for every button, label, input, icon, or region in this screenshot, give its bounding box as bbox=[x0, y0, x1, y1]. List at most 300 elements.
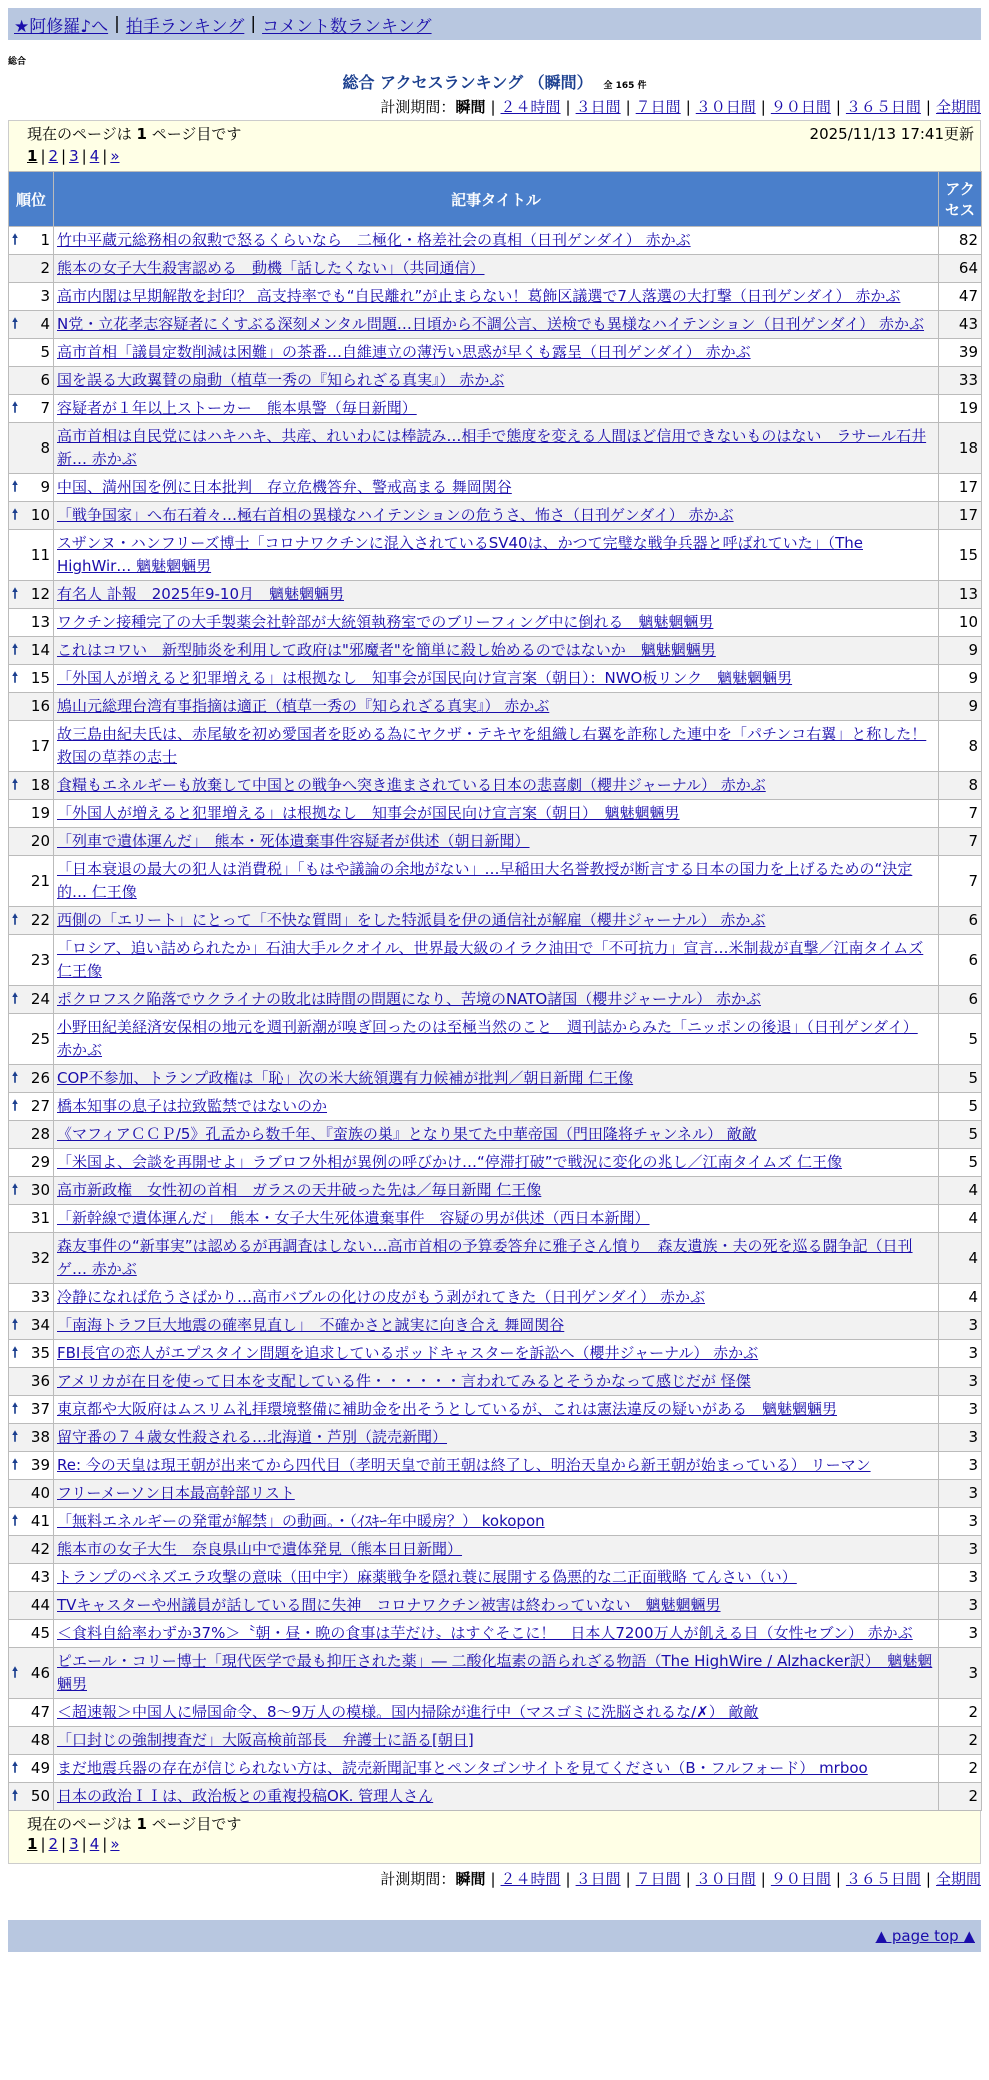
period-selector-bottom bbox=[0, 1868, 981, 1890]
rank-number: 24 bbox=[30, 990, 50, 1008]
title-cell bbox=[54, 1424, 939, 1452]
rank-number: 10 bbox=[30, 506, 50, 524]
article-link[interactable]: 「列車で遺体運んだ」 熊本・死体遺棄事件容疑者が供述（朝日新聞） bbox=[57, 832, 530, 850]
access-count: 3 bbox=[939, 1424, 982, 1452]
rank-number: 23 bbox=[30, 950, 50, 969]
table-header-row bbox=[9, 172, 982, 227]
rank-cell bbox=[9, 693, 54, 721]
article-link[interactable]: 熊本の女子大生殺害認める 動機「話したくない」（共同通信） bbox=[57, 259, 485, 277]
title-cell bbox=[54, 1233, 939, 1284]
rank-number: 49 bbox=[30, 1759, 50, 1777]
title-cell bbox=[54, 609, 939, 637]
title-cell bbox=[54, 1564, 939, 1592]
nav-separator: | bbox=[114, 14, 120, 34]
link-ashura-home[interactable]: ★阿修羅♪へ bbox=[14, 16, 109, 37]
access-count: 7 bbox=[939, 828, 982, 856]
article-link[interactable]: 高市首相は自民党にはハキハキ、共産、れいわには棒読み…相手で態度を変える人間ほど信用できないものはない ラサール石井 新… 赤かぶ bbox=[57, 427, 927, 468]
article-link[interactable]: まだ地震兵器の存在が信じられない方は、読売新聞記事とペンタゴンサイトを見てください（B・フルフォード） mrboo bbox=[57, 1759, 868, 1777]
table-row bbox=[9, 772, 982, 800]
total-count: 全 165 件 bbox=[603, 81, 647, 91]
rank-cell bbox=[9, 423, 54, 474]
ranking-table-body bbox=[9, 227, 982, 1811]
nav-separator: | bbox=[250, 14, 257, 34]
title-cell bbox=[54, 311, 939, 339]
table-row bbox=[9, 227, 982, 255]
rank-number: 33 bbox=[30, 1288, 50, 1306]
table-row bbox=[9, 581, 982, 609]
rank-cell bbox=[9, 367, 54, 395]
period-separator: | bbox=[625, 98, 631, 116]
access-count: 13 bbox=[939, 581, 982, 609]
article-link[interactable]: ＜食料自給率わずか37%＞〝朝・昼・晩の食事は芋だけ〟はすぐそこに！ 日本人7200万人が飢える日（女性セブン） 赤かぶ bbox=[57, 1624, 913, 1642]
table-row bbox=[9, 1014, 982, 1065]
table-row bbox=[9, 423, 982, 474]
table-row bbox=[9, 1312, 982, 1340]
rank-number: 46 bbox=[30, 1663, 50, 1682]
rank-cell bbox=[9, 474, 54, 502]
title-cell bbox=[54, 283, 939, 311]
rank-cell bbox=[9, 1536, 54, 1564]
table-row bbox=[9, 1508, 982, 1536]
page-info-top bbox=[8, 120, 981, 171]
page-current: 1 bbox=[27, 1835, 38, 1853]
rank-number: 7 bbox=[40, 399, 50, 417]
page-link-4[interactable]: 4 bbox=[89, 147, 100, 165]
article-link[interactable]: 小野田紀美経済安保相の地元を週刊新潮が嗅ぎ回ったのは至極当然のこと 週刊誌からみた「ニッポンの後退」（日刊ゲンダイ） 赤かぶ bbox=[57, 1018, 918, 1059]
rank-cell bbox=[9, 1093, 54, 1121]
article-link[interactable]: フリーメーソン日本最高幹部リスト bbox=[57, 1484, 295, 1502]
up-arrow-icon: 🠕 bbox=[12, 991, 19, 1007]
rank-number: 12 bbox=[30, 585, 50, 603]
table-row bbox=[9, 1699, 982, 1727]
title-cell bbox=[54, 1065, 939, 1093]
col-header-title: 記事タイトル bbox=[54, 172, 939, 227]
col-header-rank: 順位 bbox=[9, 172, 54, 227]
article-link[interactable]: COP不参加、トランプ政権は「恥」次の米大統領選有力候補が批判／朝日新聞 仁王像 bbox=[57, 1069, 634, 1087]
title-cell bbox=[54, 1592, 939, 1620]
rank-cell bbox=[9, 311, 54, 339]
rank-cell bbox=[9, 1452, 54, 1480]
period-option-1[interactable]: ３日間 bbox=[575, 98, 621, 116]
rank-number: 13 bbox=[30, 613, 50, 631]
title-cell bbox=[54, 907, 939, 935]
table-row bbox=[9, 1648, 982, 1699]
article-link[interactable]: ポクロフスク陥落でウクライナの敗北は時間の問題になり、苦境のNATO諸国（櫻井ジャーナル） 赤かぶ bbox=[57, 990, 761, 1008]
rank-number: 11 bbox=[30, 545, 50, 564]
access-count: 3 bbox=[939, 1536, 982, 1564]
table-row bbox=[9, 1480, 982, 1508]
table-row bbox=[9, 1452, 982, 1480]
rank-number: 34 bbox=[30, 1316, 50, 1334]
access-count: 6 bbox=[939, 935, 982, 986]
rank-cell bbox=[9, 1312, 54, 1340]
period-option-6[interactable]: 全期間 bbox=[935, 98, 981, 116]
title-cell bbox=[54, 339, 939, 367]
period-separator: | bbox=[565, 98, 571, 116]
title-cell bbox=[54, 935, 939, 986]
article-link[interactable]: 「外国人が増えると犯罪増える」は根拠なし 知事会が国民向け宣言案（朝日） 魑魅魍魎男 bbox=[57, 804, 680, 822]
period-separator: | bbox=[760, 1870, 766, 1888]
rank-cell bbox=[9, 721, 54, 772]
article-link[interactable]: 容疑者が１年以上ストーカー 熊本県警（毎日新聞） bbox=[57, 399, 417, 417]
up-arrow-icon: 🠕 bbox=[12, 1070, 19, 1086]
table-row bbox=[9, 474, 982, 502]
period-option-4[interactable]: ９０日間 bbox=[770, 1870, 831, 1888]
rank-cell bbox=[9, 828, 54, 856]
up-arrow-icon: 🠕 bbox=[12, 1429, 19, 1445]
table-row bbox=[9, 828, 982, 856]
article-link[interactable]: 故三島由紀夫氏は、赤尾敏を初め愛国者を貶める為にヤクザ・テキヤを組織し右翼を詐称した連中を「パチンコ右翼」と称した！ 救国の草莽の志士 bbox=[57, 725, 927, 766]
up-arrow-icon: 🠕 bbox=[12, 1401, 19, 1417]
article-link[interactable]: ピエール・コリー博士「現代医学で最も抑圧された薬」― 二酸化塩素の語られざる物語（The HighWire / Alzhacker訳） 魑魅魍魎男 bbox=[57, 1652, 933, 1693]
table-row bbox=[9, 1424, 982, 1452]
access-count: 3 bbox=[939, 1592, 982, 1620]
rank-cell bbox=[9, 1177, 54, 1205]
table-row bbox=[9, 1177, 982, 1205]
rank-cell bbox=[9, 1592, 54, 1620]
article-link[interactable]: 森友事件の“新事実”は認めるが再調査はしない…高市首相の予算委答弁に雅子さん憤り 森友遺族・夫の死を巡る闘争記（日刊ゲ… 赤かぶ bbox=[57, 1237, 913, 1278]
page-separator: | bbox=[40, 1835, 46, 1853]
article-link[interactable]: 国を誤る大政翼賛の扇動（植草一秀の『知られざる真実』） 赤かぶ bbox=[57, 371, 505, 389]
article-link[interactable]: 「日本衰退の最大の犯人は消費税」「もはや議論の余地がない」…早稲田大名誉教授が断言する日本の国力を上げるための“決定的… 仁王像 bbox=[57, 860, 913, 901]
up-arrow-icon: 🠕 bbox=[12, 777, 19, 793]
rank-cell bbox=[9, 986, 54, 1014]
title-cell bbox=[54, 1312, 939, 1340]
title-cell bbox=[54, 1755, 939, 1783]
page-link-2[interactable]: 2 bbox=[48, 1835, 59, 1853]
access-count: 3 bbox=[939, 1396, 982, 1424]
title-cell bbox=[54, 227, 939, 255]
article-link[interactable]: 食糧もエネルギーも放棄して中国との戦争へ突き進まされている日本の悲喜劇（櫻井ジャーナル） 赤かぶ bbox=[57, 776, 766, 794]
access-count: 2 bbox=[939, 1755, 982, 1783]
link-comment-ranking[interactable]: コメント数ランキング bbox=[262, 16, 432, 37]
table-row bbox=[9, 1093, 982, 1121]
access-count: 18 bbox=[939, 423, 982, 474]
period-separator: | bbox=[685, 98, 691, 116]
rank-number: 17 bbox=[30, 736, 50, 755]
period-option-0[interactable]: ２４時間 bbox=[500, 98, 561, 116]
title-cell bbox=[54, 1620, 939, 1648]
article-link[interactable]: 高市内閣は早期解散を封印？ 高支持率でも“自民離れ”が止まらない！葛飾区議選で7人落選の大打撃（日刊ゲンダイ） 赤かぶ bbox=[57, 287, 901, 305]
rank-number: 18 bbox=[30, 776, 50, 794]
access-count: 5 bbox=[939, 1065, 982, 1093]
article-link[interactable]: 「南海トラフ巨大地震の確率見直し」 不確かさと誠実に向き合え 舞岡関谷 bbox=[57, 1316, 565, 1334]
access-count: 5 bbox=[939, 1093, 982, 1121]
article-link[interactable]: 「口封じの強制捜査だ」大阪高検前部長 弁護士に語る[朝日] bbox=[57, 1731, 474, 1749]
page-current: 1 bbox=[27, 147, 38, 165]
ranking-table bbox=[8, 171, 982, 1811]
article-link[interactable]: アメリカが在日を使って日本を支配している件・・・・・・言われてみるとそうかなって感じだが 怪傑 bbox=[57, 1372, 751, 1390]
rank-cell bbox=[9, 1205, 54, 1233]
period-option-3[interactable]: ３０日間 bbox=[695, 98, 756, 116]
title-cell bbox=[54, 1536, 939, 1564]
table-row bbox=[9, 800, 982, 828]
access-count: 2 bbox=[939, 1699, 982, 1727]
access-count: 3 bbox=[939, 1480, 982, 1508]
rank-cell bbox=[9, 1755, 54, 1783]
up-arrow-icon: 🠕 bbox=[12, 507, 19, 523]
up-arrow-icon: 🠕 bbox=[12, 1513, 19, 1529]
period-option-5[interactable]: ３６５日間 bbox=[845, 1870, 921, 1888]
rank-cell bbox=[9, 1783, 54, 1811]
page-separator: | bbox=[102, 147, 108, 165]
rank-number: 38 bbox=[30, 1428, 50, 1446]
article-link[interactable]: 東京都や大阪府はムスリム礼拝環境整備に補助金を出そうとしているが、これは憲法違反の疑いがある 魑魅魍魎男 bbox=[57, 1400, 838, 1418]
article-link[interactable]: 冷静になれば危うさばかり…高市バブルの化けの皮がもう剥がれてきた（日刊ゲンダイ） 赤かぶ bbox=[57, 1288, 705, 1306]
rank-cell bbox=[9, 1149, 54, 1177]
access-count: 3 bbox=[939, 1368, 982, 1396]
rank-number: 22 bbox=[30, 911, 50, 929]
article-link[interactable]: 「戦争国家」へ布石着々…極右首相の異様なハイテンションの危うさ、怖さ（日刊ゲンダイ） 赤かぶ bbox=[57, 506, 734, 524]
rank-number: 9 bbox=[40, 478, 50, 496]
title-cell bbox=[54, 255, 939, 283]
up-arrow-icon: 🠕 bbox=[12, 1788, 19, 1804]
article-link[interactable]: 鳩山元総理台湾有事指摘は適正（植草一秀の『知られざる真実』） 赤かぶ bbox=[57, 697, 550, 715]
access-count: 17 bbox=[939, 502, 982, 530]
article-link[interactable]: 橋本知事の息子は拉致監禁ではないのか bbox=[57, 1097, 328, 1115]
access-count: 4 bbox=[939, 1284, 982, 1312]
article-link[interactable]: 竹中平蔵元総務相の叙勲で怒るくらいなら 二極化・格差社会の真相（日刊ゲンダイ） 赤かぶ bbox=[57, 231, 691, 249]
rank-number: 28 bbox=[30, 1125, 50, 1143]
article-link[interactable]: N党・立花孝志容疑者にくすぶる深刻メンタル問題…日頃から不調公言、送検でも異様なハイテンション（日刊ゲンダイ） 赤かぶ bbox=[57, 315, 925, 333]
period-option-5[interactable]: ３６５日間 bbox=[845, 98, 921, 116]
period-option-2[interactable]: ７日間 bbox=[635, 98, 681, 116]
rank-number: 32 bbox=[30, 1248, 50, 1267]
table-row bbox=[9, 1205, 982, 1233]
article-link[interactable]: TVキャスターや州議員が話している間に失神 コロナワクチン被害は終わっていない 魑魅魍魎男 bbox=[57, 1596, 721, 1614]
page-link-2[interactable]: 2 bbox=[48, 147, 59, 165]
table-row bbox=[9, 255, 982, 283]
article-link[interactable]: 「ロシア、追い詰められたか」石油大手ルクオイル、世界最大級のイラク油田で「不可抗力」宣言…米制裁が直撃／江南タイムズ 仁王像 bbox=[57, 939, 924, 980]
up-arrow-icon: 🠕 bbox=[12, 1098, 19, 1114]
rank-cell bbox=[9, 1396, 54, 1424]
period-option-4[interactable]: ９０日間 bbox=[770, 98, 831, 116]
access-count: 3 bbox=[939, 1620, 982, 1648]
rank-cell bbox=[9, 1564, 54, 1592]
page-title: 総合 アクセスランキング （瞬間） bbox=[342, 73, 593, 92]
article-link[interactable]: ＜超速報＞中国人に帰国命令、8～9万人の模様。国内掃除が進行中（マスゴミに洗脳されるな/✗） 敵敵 bbox=[57, 1703, 759, 1721]
access-count: 47 bbox=[939, 283, 982, 311]
page-link-4[interactable]: 4 bbox=[89, 1835, 100, 1853]
table-row bbox=[9, 665, 982, 693]
access-count: 9 bbox=[939, 693, 982, 721]
rank-cell bbox=[9, 581, 54, 609]
article-link[interactable]: 日本の政治ＩＩは、政治板との重複投稿OK. 管理人さん bbox=[57, 1787, 434, 1805]
table-row bbox=[9, 1536, 982, 1564]
title-cell bbox=[54, 1284, 939, 1312]
article-link[interactable]: これはコワい 新型肺炎を利用して政府は"邪魔者"を簡単に殺し始めるのではないか 魑魅魍魎男 bbox=[57, 641, 716, 659]
title-cell bbox=[54, 1205, 939, 1233]
title-cell bbox=[54, 1783, 939, 1811]
access-count: 43 bbox=[939, 311, 982, 339]
period-label: 計測期間： bbox=[380, 98, 456, 116]
article-link[interactable]: 西側の「エリート」にとって「不快な質問」をした特派員を伊の通信社が解雇（櫻井ジャーナル） 赤かぶ bbox=[57, 911, 766, 929]
access-count: 5 bbox=[939, 1121, 982, 1149]
access-count: 10 bbox=[939, 609, 982, 637]
rank-number: 1 bbox=[40, 231, 50, 249]
page-link-3[interactable]: 3 bbox=[69, 147, 79, 165]
bottom-bar bbox=[8, 1920, 981, 1952]
col-header-access: アクセス bbox=[939, 172, 982, 227]
access-count: 3 bbox=[939, 1564, 982, 1592]
table-row bbox=[9, 986, 982, 1014]
period-separator: | bbox=[490, 1870, 496, 1888]
article-link[interactable]: スザンヌ・ハンフリーズ博士「コロナワクチンに混入されているSV40は、かつて完璧な戦争兵器と呼ばれていた」（The HighWir… 魑魅魍魎男 bbox=[57, 534, 863, 575]
article-link[interactable]: 留守番の７４歳女性殺される…北海道・芦別（読売新聞） bbox=[57, 1428, 448, 1446]
rank-number: 26 bbox=[30, 1069, 50, 1087]
access-count: 6 bbox=[939, 907, 982, 935]
period-option-0[interactable]: ２４時間 bbox=[500, 1870, 561, 1888]
up-arrow-icon: 🠕 bbox=[12, 670, 19, 686]
access-count: 19 bbox=[939, 395, 982, 423]
article-link[interactable]: 高市首相「議員定数削減は困難」の茶番…自維連立の薄汚い思惑が早くも露呈（日刊ゲンダイ） 赤かぶ bbox=[57, 343, 751, 361]
access-count: 82 bbox=[939, 227, 982, 255]
rank-number: 6 bbox=[40, 371, 50, 389]
page-separator: | bbox=[102, 1835, 108, 1853]
page-link-3[interactable]: 3 bbox=[69, 1835, 79, 1853]
title-cell bbox=[54, 1452, 939, 1480]
period-current: 瞬間 bbox=[455, 98, 486, 116]
page-separator: | bbox=[40, 147, 46, 165]
title-cell bbox=[54, 474, 939, 502]
ranking-header bbox=[0, 70, 989, 92]
period-separator: | bbox=[925, 1870, 931, 1888]
article-link[interactable]: 有名人 訃報 2025年9-10月 魑魅魍魎男 bbox=[57, 585, 344, 603]
access-count: 5 bbox=[939, 1149, 982, 1177]
title-cell bbox=[54, 395, 939, 423]
article-link[interactable]: FBI長官の恋人がエプスタイン問題を追求しているポッドキャスターを訴訟へ（櫻井ジャーナル） 赤かぶ bbox=[57, 1344, 759, 1362]
period-separator: | bbox=[490, 98, 496, 116]
rank-cell bbox=[9, 1620, 54, 1648]
rank-cell bbox=[9, 502, 54, 530]
article-link[interactable]: Re: 今の天皇は現王朝が出来てから四代目（孝明天皇で前王朝は終了し、明治天皇から新王朝が始まっている） リーマン bbox=[57, 1456, 871, 1474]
access-count: 5 bbox=[939, 1014, 982, 1065]
title-cell bbox=[54, 828, 939, 856]
period-selector-top bbox=[0, 96, 981, 118]
title-cell bbox=[54, 856, 939, 907]
article-link[interactable]: 《マフィアＣＣＰ/5》孔孟から数千年、『蛮族の巣』となり果てた中華帝国（門田隆将チャンネル） 敵敵 bbox=[57, 1125, 757, 1143]
page-separator: | bbox=[81, 147, 87, 165]
page-link-»[interactable]: » bbox=[110, 147, 120, 165]
table-row bbox=[9, 1727, 982, 1755]
title-cell bbox=[54, 502, 939, 530]
top-nav-bar bbox=[8, 8, 981, 40]
updated-timestamp: 2025/11/13 17:41更新 bbox=[809, 125, 974, 143]
rank-cell bbox=[9, 935, 54, 986]
rank-number: 45 bbox=[30, 1624, 50, 1642]
rank-number: 19 bbox=[30, 804, 50, 822]
title-cell bbox=[54, 665, 939, 693]
rank-cell bbox=[9, 1727, 54, 1755]
article-link[interactable]: ワクチン接種完了の大手製薬会社幹部が大統領執務室でのブリーフィング中に倒れる 魑魅魍魎男 bbox=[57, 613, 714, 631]
rank-cell bbox=[9, 1014, 54, 1065]
title-cell bbox=[54, 772, 939, 800]
article-link[interactable]: 「無料エネルギーの発電が解禁」の動画。・（ｲｽｷｰ年中暖房？） kokopon bbox=[57, 1512, 545, 1530]
rank-cell bbox=[9, 339, 54, 367]
table-row bbox=[9, 1783, 982, 1811]
article-link[interactable]: 「外国人が増えると犯罪増える」は根拠なし 知事会が国民向け宣言案（朝日）：NWO板リンク 魑魅魍魎男 bbox=[57, 669, 793, 687]
article-link[interactable]: 「新幹線で遺体運んだ」 熊本・女子大生死体遺棄事件 容疑の男が供述（西日本新聞） bbox=[57, 1209, 650, 1227]
table-row bbox=[9, 1396, 982, 1424]
rank-number: 48 bbox=[30, 1731, 50, 1749]
rank-number: 30 bbox=[30, 1181, 50, 1199]
access-count: 3 bbox=[939, 1452, 982, 1480]
rank-number: 16 bbox=[30, 697, 50, 715]
table-row bbox=[9, 907, 982, 935]
access-count: 9 bbox=[939, 637, 982, 665]
page-link-»[interactable]: » bbox=[110, 1835, 120, 1853]
rank-cell bbox=[9, 227, 54, 255]
article-link[interactable]: 熊本市の女子大生 奈良県山中で遺体発見（熊本日日新聞） bbox=[57, 1540, 463, 1558]
access-count: 9 bbox=[939, 665, 982, 693]
rank-cell bbox=[9, 800, 54, 828]
rank-number: 15 bbox=[30, 669, 50, 687]
up-arrow-icon: 🠕 bbox=[12, 1457, 19, 1473]
title-cell bbox=[54, 1121, 939, 1149]
rank-cell bbox=[9, 530, 54, 581]
period-option-3[interactable]: ３０日間 bbox=[695, 1870, 756, 1888]
period-option-2[interactable]: ７日間 bbox=[635, 1870, 681, 1888]
period-option-1[interactable]: ３日間 bbox=[575, 1870, 621, 1888]
rank-cell bbox=[9, 637, 54, 665]
title-cell bbox=[54, 1177, 939, 1205]
rank-number: 5 bbox=[40, 343, 50, 361]
rank-number: 44 bbox=[30, 1596, 50, 1614]
title-cell bbox=[54, 1340, 939, 1368]
link-clap-ranking[interactable]: 拍手ランキング bbox=[125, 16, 245, 37]
article-link[interactable]: トランプのベネズエラ攻撃の意味（田中宇）麻薬戦争を隠れ蓑に展開する偽悪的な二正面戦略 てんさい（い） bbox=[57, 1568, 797, 1586]
rank-number: 8 bbox=[40, 438, 50, 457]
page-top-link[interactable]: ▲ page top ▲ bbox=[875, 1927, 975, 1945]
page-separator: | bbox=[61, 147, 67, 165]
current-page-text: 現在のページは 1 ページ目です bbox=[27, 1815, 242, 1833]
rank-number: 39 bbox=[30, 1456, 50, 1474]
rank-number: 3 bbox=[40, 287, 50, 305]
rank-number: 43 bbox=[30, 1568, 50, 1586]
access-count: 15 bbox=[939, 530, 982, 581]
period-option-6[interactable]: 全期間 bbox=[935, 1870, 981, 1888]
title-cell bbox=[54, 986, 939, 1014]
article-link[interactable]: 「米国よ、会談を再開せよ」ラブロフ外相が異例の呼びかけ…“停滞打破”で戦況に変化の兆し／江南タイムズ 仁王像 bbox=[57, 1153, 843, 1171]
title-cell bbox=[54, 1149, 939, 1177]
access-count: 2 bbox=[939, 1783, 982, 1811]
table-row bbox=[9, 502, 982, 530]
title-cell bbox=[54, 1727, 939, 1755]
rank-number: 20 bbox=[30, 832, 50, 850]
access-count: 3 bbox=[939, 1340, 982, 1368]
rank-number: 31 bbox=[30, 1209, 50, 1227]
rank-cell bbox=[9, 609, 54, 637]
period-separator: | bbox=[685, 1870, 691, 1888]
category-label: 総合 bbox=[8, 57, 27, 67]
rank-number: 40 bbox=[30, 1484, 50, 1502]
up-arrow-icon: 🠕 bbox=[12, 1760, 19, 1776]
title-cell bbox=[54, 1396, 939, 1424]
rank-cell bbox=[9, 255, 54, 283]
access-count: 7 bbox=[939, 800, 982, 828]
rank-number: 47 bbox=[30, 1703, 50, 1721]
rank-cell bbox=[9, 1508, 54, 1536]
article-link[interactable]: 高市新政権 女性初の首相 ガラスの天井破った先は／毎日新聞 仁王像 bbox=[57, 1181, 542, 1199]
title-cell bbox=[54, 367, 939, 395]
access-count: 6 bbox=[939, 986, 982, 1014]
article-link[interactable]: 中国、満州国を例に日本批判 存立危機答弁、警戒高まる 舞岡関谷 bbox=[57, 478, 512, 496]
table-row bbox=[9, 1755, 982, 1783]
table-row bbox=[9, 283, 982, 311]
page-info-bottom bbox=[8, 1811, 981, 1864]
table-row bbox=[9, 1065, 982, 1093]
up-arrow-icon: 🠕 bbox=[12, 400, 19, 416]
